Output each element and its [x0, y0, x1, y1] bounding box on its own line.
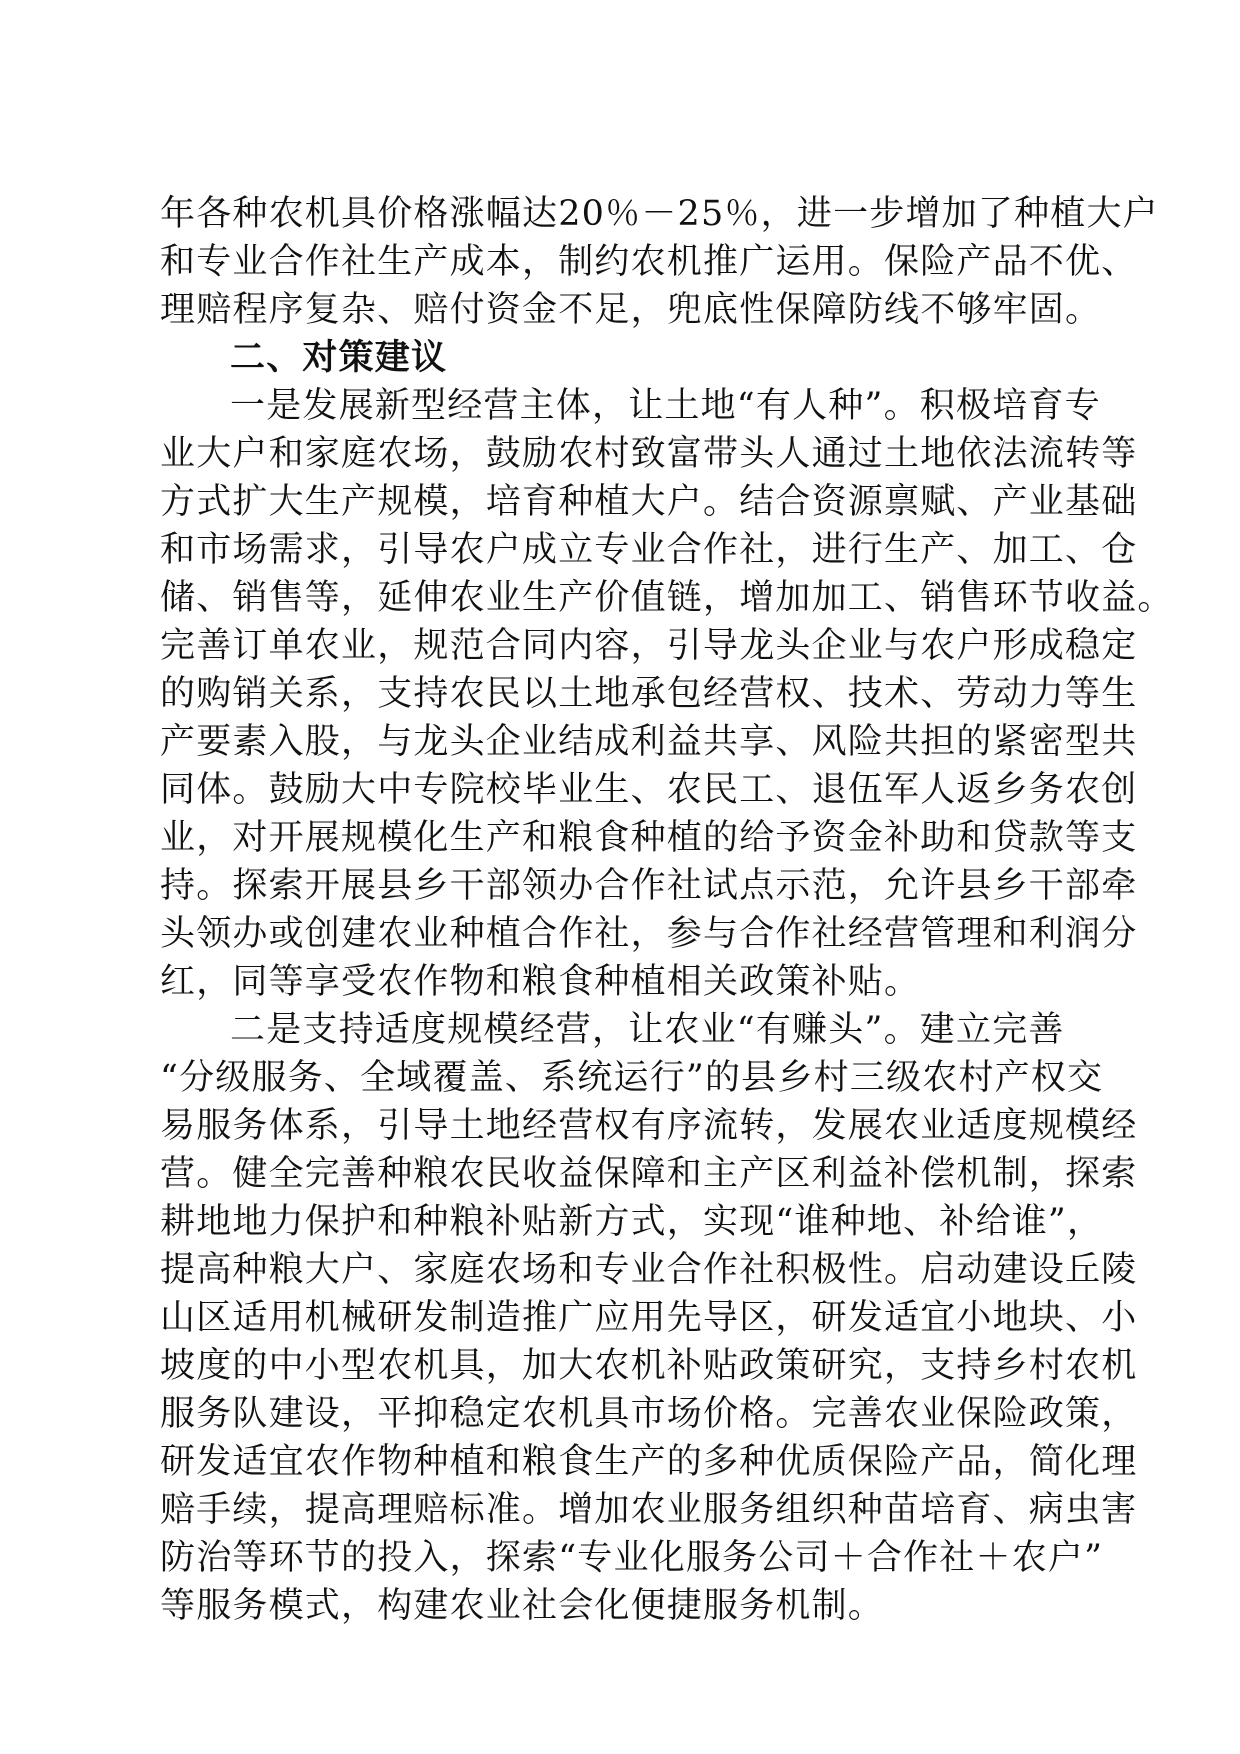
body-line: 红，同等享受农作物和粮食种植相关政策补贴。	[160, 962, 921, 1002]
body-line: 持。探索开展县乡干部领办合作社试点示范，允许县乡干部牵	[160, 866, 1138, 906]
body-line: 赔手续，提高理赔标准。增加农业服务组织种苗培育、病虫害	[160, 1490, 1138, 1530]
body-line: 头领办或创建农业种植合作社，参与合作社经营管理和利润分	[160, 914, 1138, 954]
body-line: 研发适宜农作物种植和粮食生产的多种优质保险产品，简化理	[160, 1442, 1138, 1482]
body-line: 提高种粮大户、家庭农场和专业合作社积极性。启动建设丘陵	[160, 1250, 1138, 1290]
body-line: 业，对开展规模化生产和粮食种植的给予资金补助和贷款等支	[160, 818, 1138, 858]
paragraph-first-line: 一是发展新型经营主体，让土地“有人种”。积极培育专	[230, 386, 1101, 426]
paragraph-first-line: 二是支持适度规模经营，让农业“有赚头”。建立完善	[230, 1010, 1065, 1050]
body-line: 年各种农机具价格涨幅达20％－25％，进一步增加了种植大户	[160, 194, 1159, 234]
body-line: 防治等环节的投入，探索“专业化服务公司＋合作社＋农户”	[160, 1538, 1104, 1578]
body-line: 理赔程序复杂、赔付资金不足，兜底性保障防线不够牢固。	[160, 290, 1102, 330]
body-line: 耕地地力保护和种粮补贴新方式，实现“谁种地、补给谁”，	[160, 1202, 1104, 1242]
section-heading: 二、对策建议	[230, 338, 448, 378]
body-line: 储、销售等，延伸农业生产价值链，增加加工、销售环节收益。	[160, 578, 1174, 618]
body-line: 易服务体系，引导土地经营权有序流转，发展农业适度规模经	[160, 1106, 1138, 1146]
body-line: 方式扩大生产规模，培育种植大户。结合资源禀赋、产业基础	[160, 482, 1138, 522]
body-line: 同体。鼓励大中专院校毕业生、农民工、退伍军人返乡务农创	[160, 770, 1138, 810]
body-line: 营。健全完善种粮农民收益保障和主产区利益补偿机制，探索	[160, 1154, 1138, 1194]
body-line: 和专业合作社生产成本，制约农机推广运用。保险产品不优、	[160, 242, 1138, 282]
body-line: 产要素入股，与龙头企业结成利益共享、风险共担的紧密型共	[160, 722, 1138, 762]
body-line: 等服务模式，构建农业社会化便捷服务机制。	[160, 1586, 885, 1626]
body-line: 服务队建设，平抑稳定农机具市场价格。完善农业保险政策，	[160, 1394, 1138, 1434]
body-line: 的购销关系，支持农民以土地承包经营权、技术、劳动力等生	[160, 674, 1138, 714]
body-line: 业大户和家庭农场，鼓励农村致富带头人通过土地依法流转等	[160, 434, 1138, 474]
body-line: 完善订单农业，规范合同内容，引导龙头企业与农户形成稳定	[160, 626, 1138, 666]
body-line: 坡度的中小型农机具，加大农机补贴政策研究，支持乡村农机	[160, 1346, 1138, 1386]
body-line: 和市场需求，引导农户成立专业合作社，进行生产、加工、仓	[160, 530, 1138, 570]
document-page	[160, 190, 1174, 1630]
body-line: 山区适用机械研发制造推广应用先导区，研发适宜小地块、小	[160, 1298, 1138, 1338]
body-line: “分级服务、全域覆盖、系统运行”的县乡村三级农村产权交	[160, 1058, 1104, 1098]
